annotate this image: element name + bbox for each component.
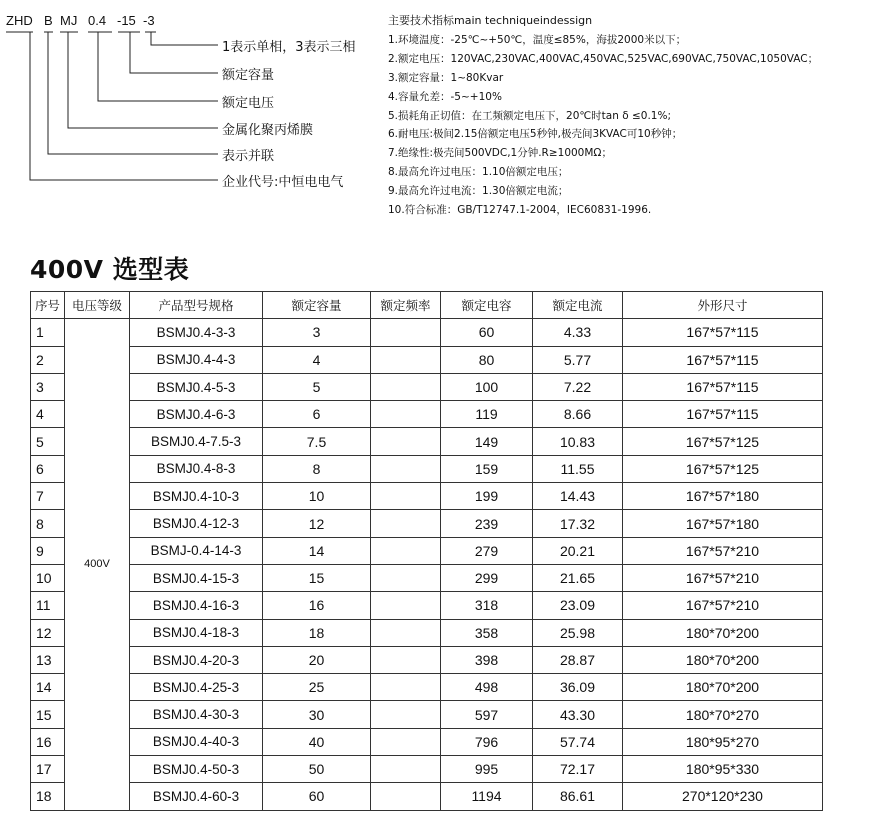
spec-line-6: 6.耐电压:极间2.15倍额定电压5秒钟,极壳间3KVAC可10秒钟； [388, 128, 683, 141]
table-row [31, 783, 823, 810]
cell-model: BSMJ0.4-16-3 [130, 592, 263, 619]
cell-frequency [371, 564, 441, 591]
legend-film: 金属化聚丙烯膜 [222, 123, 314, 138]
cell-current: 17.32 [533, 510, 623, 537]
cell-capacity: 6 [263, 401, 371, 428]
cell-index: 6 [31, 455, 65, 482]
cell-dimensions: 167*57*180 [623, 510, 823, 537]
cell-current: 36.09 [533, 674, 623, 701]
cell-dimensions: 180*95*270 [623, 728, 823, 755]
cell-current: 86.61 [533, 783, 623, 810]
cell-frequency [371, 510, 441, 537]
table-body [31, 319, 823, 810]
cell-dimensions: 167*57*115 [623, 319, 823, 346]
section-title: 400V 选型表 [30, 255, 190, 284]
table-row [31, 401, 823, 428]
cell-capacitance: 597 [441, 701, 533, 728]
cell-model: BSMJ0.4-40-3 [130, 728, 263, 755]
cell-model: BSMJ0.4-6-3 [130, 401, 263, 428]
cell-model: BSMJ0.4-60-3 [130, 783, 263, 810]
cell-capacity: 4 [263, 346, 371, 373]
cell-model: BSMJ0.4-25-3 [130, 674, 263, 701]
table-row [31, 346, 823, 373]
cell-dimensions: 167*57*115 [623, 401, 823, 428]
cell-model: BSMJ0.4-5-3 [130, 373, 263, 400]
cell-dimensions: 167*57*180 [623, 483, 823, 510]
cell-index: 18 [31, 783, 65, 810]
cell-model: BSMJ0.4-50-3 [130, 756, 263, 783]
technical-specifications [388, 12, 888, 220]
cell-current: 72.17 [533, 756, 623, 783]
cell-capacitance: 119 [441, 401, 533, 428]
cell-frequency [371, 592, 441, 619]
cell-frequency [371, 401, 441, 428]
table-row [31, 619, 823, 646]
table-row [31, 428, 823, 455]
cell-capacitance: 398 [441, 646, 533, 673]
cell-model: BSMJ0.4-4-3 [130, 346, 263, 373]
header-current: 额定电流 [533, 292, 623, 319]
cell-current: 23.09 [533, 592, 623, 619]
code-part-film: MJ [60, 13, 78, 28]
cell-dimensions: 167*57*115 [623, 346, 823, 373]
cell-index: 4 [31, 401, 65, 428]
cell-current: 28.87 [533, 646, 623, 673]
cell-capacitance: 279 [441, 537, 533, 564]
cell-capacity: 5 [263, 373, 371, 400]
legend-voltage: 额定电压 [222, 96, 275, 111]
cell-capacitance: 80 [441, 346, 533, 373]
cell-model: BSMJ-0.4-14-3 [130, 537, 263, 564]
model-code-connector-lines [0, 0, 380, 200]
cell-capacitance: 358 [441, 619, 533, 646]
cell-current: 20.21 [533, 537, 623, 564]
cell-frequency [371, 428, 441, 455]
cell-dimensions: 180*70*200 [623, 674, 823, 701]
cell-capacitance: 796 [441, 728, 533, 755]
cell-current: 43.30 [533, 701, 623, 728]
spec-line-1: 1.环境温度：-25℃~+50℃，温度≤85%，海拔2000米以下； [388, 33, 687, 46]
cell-model: BSMJ0.4-7.5-3 [130, 428, 263, 455]
cell-current: 4.33 [533, 319, 623, 346]
legend-company: 企业代号:中恒电电气 [222, 175, 344, 190]
code-part-phase: -3 [143, 13, 155, 28]
cell-dimensions: 167*57*210 [623, 592, 823, 619]
cell-dimensions: 270*120*230 [623, 783, 823, 810]
table-row [31, 592, 823, 619]
cell-current: 5.77 [533, 346, 623, 373]
spec-line-2: 2.额定电压：120VAC,230VAC,400VAC,450VAC,525VAC,690VAC,750VAC,1050VAC； [388, 52, 819, 65]
cell-capacitance: 60 [441, 319, 533, 346]
cell-current: 8.66 [533, 401, 623, 428]
selection-table [30, 291, 823, 811]
cell-model: BSMJ0.4-30-3 [130, 701, 263, 728]
header-capacity: 额定容量 [263, 292, 371, 319]
cell-frequency [371, 756, 441, 783]
spec-line-7: 7.绝缘性:极壳间500VDC,1分钟.R≥1000MΩ； [388, 147, 612, 160]
cell-capacity: 18 [263, 619, 371, 646]
cell-dimensions: 167*57*210 [623, 537, 823, 564]
cell-dimensions: 180*95*330 [623, 756, 823, 783]
cell-current: 14.43 [533, 483, 623, 510]
cell-model: BSMJ0.4-3-3 [130, 319, 263, 346]
table-row [31, 756, 823, 783]
cell-index: 9 [31, 537, 65, 564]
table-row [31, 564, 823, 591]
header-frequency: 额定频率 [371, 292, 441, 319]
table-row [31, 674, 823, 701]
cell-capacitance: 100 [441, 373, 533, 400]
header-index: 序号 [31, 292, 65, 319]
cell-capacity: 25 [263, 674, 371, 701]
cell-current: 7.22 [533, 373, 623, 400]
cell-capacity: 16 [263, 592, 371, 619]
cell-dimensions: 180*70*270 [623, 701, 823, 728]
cell-model: BSMJ0.4-12-3 [130, 510, 263, 537]
spec-line-3: 3.额定容量：1~80Kvar [388, 71, 504, 84]
cell-dimensions: 167*57*125 [623, 428, 823, 455]
cell-capacity: 12 [263, 510, 371, 537]
cell-model: BSMJ0.4-10-3 [130, 483, 263, 510]
cell-capacitance: 239 [441, 510, 533, 537]
specs-heading: 主要技术指标main techniqueindessign [388, 14, 593, 27]
cell-capacity: 40 [263, 728, 371, 755]
table-row [31, 728, 823, 755]
table-row [31, 483, 823, 510]
spec-line-5: 5.损耗角正切值：在工频额定电压下，20℃时tan δ ≤0.1%; [388, 109, 671, 122]
header-model: 产品型号规格 [130, 292, 263, 319]
cell-capacity: 8 [263, 455, 371, 482]
spec-line-4: 4.容量允差：-5~+10% [388, 90, 502, 103]
cell-frequency [371, 674, 441, 701]
cell-capacitance: 498 [441, 674, 533, 701]
cell-capacitance: 1194 [441, 783, 533, 810]
legend-parallel: 表示并联 [222, 149, 275, 164]
cell-capacity: 10 [263, 483, 371, 510]
cell-capacitance: 299 [441, 564, 533, 591]
cell-capacity: 3 [263, 319, 371, 346]
cell-frequency [371, 319, 441, 346]
cell-capacity: 7.5 [263, 428, 371, 455]
cell-index: 7 [31, 483, 65, 510]
cell-index: 1 [31, 319, 65, 346]
table-row [31, 701, 823, 728]
cell-current: 57.74 [533, 728, 623, 755]
cell-capacitance: 318 [441, 592, 533, 619]
table-row [31, 537, 823, 564]
cell-capacity: 30 [263, 701, 371, 728]
cell-capacitance: 995 [441, 756, 533, 783]
cell-index: 12 [31, 619, 65, 646]
cell-index: 17 [31, 756, 65, 783]
cell-capacity: 14 [263, 537, 371, 564]
table-row [31, 646, 823, 673]
code-part-voltage: 0.4 [88, 13, 107, 28]
spec-line-9: 9.最高允许过电流：1.30倍额定电流； [388, 185, 569, 198]
code-part-capacity: -15 [117, 13, 136, 28]
header-voltage-class: 电压等级 [65, 292, 130, 319]
cell-capacity: 15 [263, 564, 371, 591]
code-part-parallel: B [44, 13, 53, 28]
table-row [31, 510, 823, 537]
cell-frequency [371, 783, 441, 810]
cell-capacitance: 149 [441, 428, 533, 455]
spec-line-10: 10.符合标准：GB/T12747.1-2004，IEC60831-1996. [388, 204, 652, 217]
cell-current: 25.98 [533, 619, 623, 646]
cell-frequency [371, 373, 441, 400]
cell-capacity: 20 [263, 646, 371, 673]
cell-frequency [371, 728, 441, 755]
cell-frequency [371, 619, 441, 646]
legend-capacity: 额定容量 [222, 68, 275, 83]
cell-dimensions: 167*57*210 [623, 564, 823, 591]
table-header-row [31, 292, 823, 319]
cell-capacitance: 199 [441, 483, 533, 510]
cell-frequency [371, 346, 441, 373]
table-row [31, 373, 823, 400]
cell-index: 16 [31, 728, 65, 755]
cell-capacitance: 159 [441, 455, 533, 482]
code-part-company: ZHD [6, 13, 33, 28]
header-dimensions: 外形尺寸 [623, 292, 823, 319]
cell-model: BSMJ0.4-20-3 [130, 646, 263, 673]
cell-dimensions: 180*70*200 [623, 619, 823, 646]
cell-index: 8 [31, 510, 65, 537]
cell-frequency [371, 455, 441, 482]
cell-dimensions: 180*70*200 [623, 646, 823, 673]
cell-index: 15 [31, 701, 65, 728]
cell-model: BSMJ0.4-15-3 [130, 564, 263, 591]
cell-dimensions: 167*57*125 [623, 455, 823, 482]
cell-current: 21.65 [533, 564, 623, 591]
legend-phase: 1表示单相，3表示三相 [222, 40, 356, 55]
cell-dimensions: 167*57*115 [623, 373, 823, 400]
cell-index: 2 [31, 346, 65, 373]
spec-line-8: 8.最高允许过电压：1.10倍额定电压； [388, 166, 569, 179]
cell-index: 11 [31, 592, 65, 619]
cell-model: BSMJ0.4-18-3 [130, 619, 263, 646]
table-row [31, 319, 823, 346]
cell-frequency [371, 701, 441, 728]
cell-model: BSMJ0.4-8-3 [130, 455, 263, 482]
cell-index: 10 [31, 564, 65, 591]
table-row [31, 455, 823, 482]
cell-index: 5 [31, 428, 65, 455]
model-code-diagram [0, 0, 380, 200]
cell-voltage-class: 400V [65, 319, 130, 810]
cell-current: 11.55 [533, 455, 623, 482]
cell-index: 13 [31, 646, 65, 673]
cell-frequency [371, 537, 441, 564]
cell-capacity: 60 [263, 783, 371, 810]
cell-capacity: 50 [263, 756, 371, 783]
cell-index: 3 [31, 373, 65, 400]
cell-frequency [371, 646, 441, 673]
cell-index: 14 [31, 674, 65, 701]
cell-current: 10.83 [533, 428, 623, 455]
header-capacitance: 额定电容 [441, 292, 533, 319]
cell-frequency [371, 483, 441, 510]
